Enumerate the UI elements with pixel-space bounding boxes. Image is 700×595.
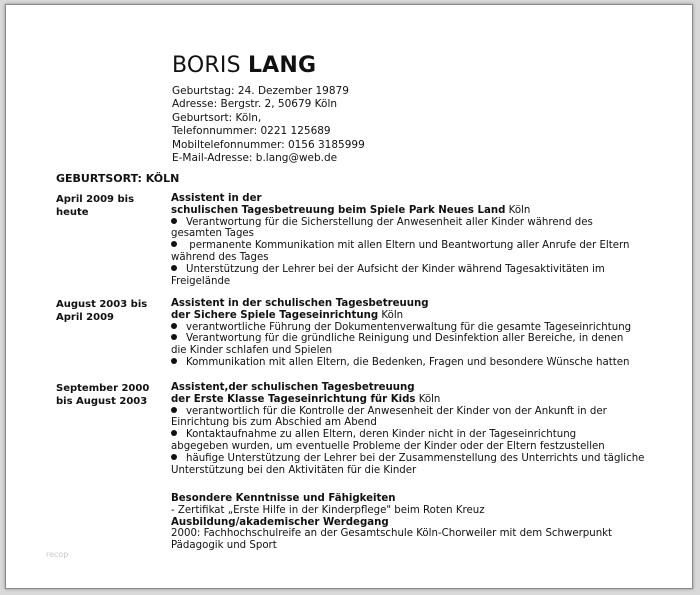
entry <box>171 193 661 287</box>
entry-bullet-continuation: Unterstützung bei den Aktivitäten für die Kinder <box>171 464 417 476</box>
bullet-icon <box>171 218 177 224</box>
bullet-icon <box>171 334 177 340</box>
entry-bullet-continuation: gesamten Tages <box>171 228 254 240</box>
skills-heading: Besondere Kenntnisse und Fähigkeiten <box>171 493 396 504</box>
entry <box>171 382 661 476</box>
entry-bullet: Kontaktaufnahme zu allen Eltern, deren Kinder nicht in der Tageseinrichtung <box>171 429 661 441</box>
contact-birthplace: Geburtsort: Köln, <box>172 111 262 124</box>
education-item: 2000: Fachhochschulreife an der Gesamtschule Köln-Chorweiler mit dem Schwerpunkt <box>171 528 613 540</box>
entry-bullet-continuation: abgegeben wurden, um eventuelle Probleme der Kinder oder der Eltern festzustellen <box>171 440 605 452</box>
bullet-icon <box>171 265 177 271</box>
last-name: LANG <box>247 53 317 78</box>
entry-bullet: Unterstützung der Lehrer bei der Aufsicht der Kinder während Tagesaktivitäten im <box>171 264 661 276</box>
entry-employer: schulischen Tagesbetreuung beim Spiele Park Neues Land Köln <box>171 204 531 216</box>
contact-block <box>172 85 365 165</box>
applicant-name <box>172 53 316 78</box>
entry-bullet: verantwortlich für die Kontrolle der Anwesenheit der Kinder von der Ankunft in der <box>171 406 661 418</box>
contact-email: E-Mail-Adresse: b.lang@web.de <box>172 152 338 165</box>
entry-bullet-continuation: die Kinder schlafen und Spielen <box>171 345 333 357</box>
entry-title: Assistent in der schulischen Tagesbetreuung <box>171 298 429 309</box>
entry-bullet-continuation: Freigelände <box>171 275 231 287</box>
entry-bullet: verantwortliche Führung der Dokumentenverwaltung für die gesamte Tageseinrichtung <box>171 322 661 334</box>
education-heading: Ausbildung/akademischer Werdegang <box>171 516 389 528</box>
entry-bullet-continuation: Einrichtung bis zum Abschied am Abend <box>171 417 377 429</box>
contact-address: Adresse: Bergstr. 2, 50679 Köln <box>172 98 338 111</box>
entry-date: August 2003 bis April 2009 <box>56 299 148 323</box>
entry-employer: der Sichere Spiele Tageseinrichtung Köln <box>171 309 404 321</box>
bullet-icon <box>171 241 177 247</box>
entry <box>171 298 661 369</box>
extras-block <box>171 493 661 552</box>
entry-date: September 2000 bis August 2003 <box>56 383 150 407</box>
contact-phone: Telefonnummer: 0221 125689 <box>172 125 331 138</box>
section-heading: GEBURTSORT: KÖLN <box>56 172 180 185</box>
entry-title: Assistent,der schulischen Tagesbetreuung <box>171 382 415 393</box>
entry-date: April 2009 bis heute <box>56 194 135 218</box>
education-item-continuation: Pädagogik und Sport <box>171 540 277 552</box>
entry-employer: der Erste Klasse Tageseinrichtung für Kids Köln <box>171 393 441 405</box>
bullet-icon <box>171 454 177 460</box>
bullet-icon <box>171 407 177 413</box>
entry-bullet: Kommunikation mit allen Eltern, die Bedenken, Fragen und besondere Wünsche hatten <box>171 357 661 369</box>
contact-mobile: Mobiltelefonnummer: 0156 3185999 <box>172 138 365 151</box>
entry-bullet: Verantwortung für die gründliche Reinigung und Desinfektion aller Bereiche, in denen <box>171 333 661 345</box>
bullet-icon <box>171 323 177 329</box>
entry-bullet: häufige Unterstützung der Lehrer bei der Zusammenstellung des Unterrichts und tägliche <box>171 453 661 465</box>
first-name: BORIS <box>172 53 241 78</box>
entry-bullet: permanente Kommunikation mit allen Eltern und Beantwortung aller Anrufe der Eltern <box>171 240 661 252</box>
skills-item: - Zertifikat „Erste Hilfe in der Kinderpflege" beim Roten Kreuz <box>171 504 485 516</box>
resume-page <box>5 4 693 589</box>
entry-bullet-continuation: während des Tages <box>171 251 269 263</box>
entry-bullet: Verantwortung für die Sicherstellung der Anwesenheit aller Kinder während des <box>171 217 661 229</box>
bullet-icon <box>171 430 177 436</box>
entry-title: Assistent in der <box>171 193 262 204</box>
bullet-icon <box>171 358 177 364</box>
contact-birthday: Geburtstag: 24. Dezember 19879 <box>172 85 349 97</box>
watermark: recop <box>46 550 69 559</box>
